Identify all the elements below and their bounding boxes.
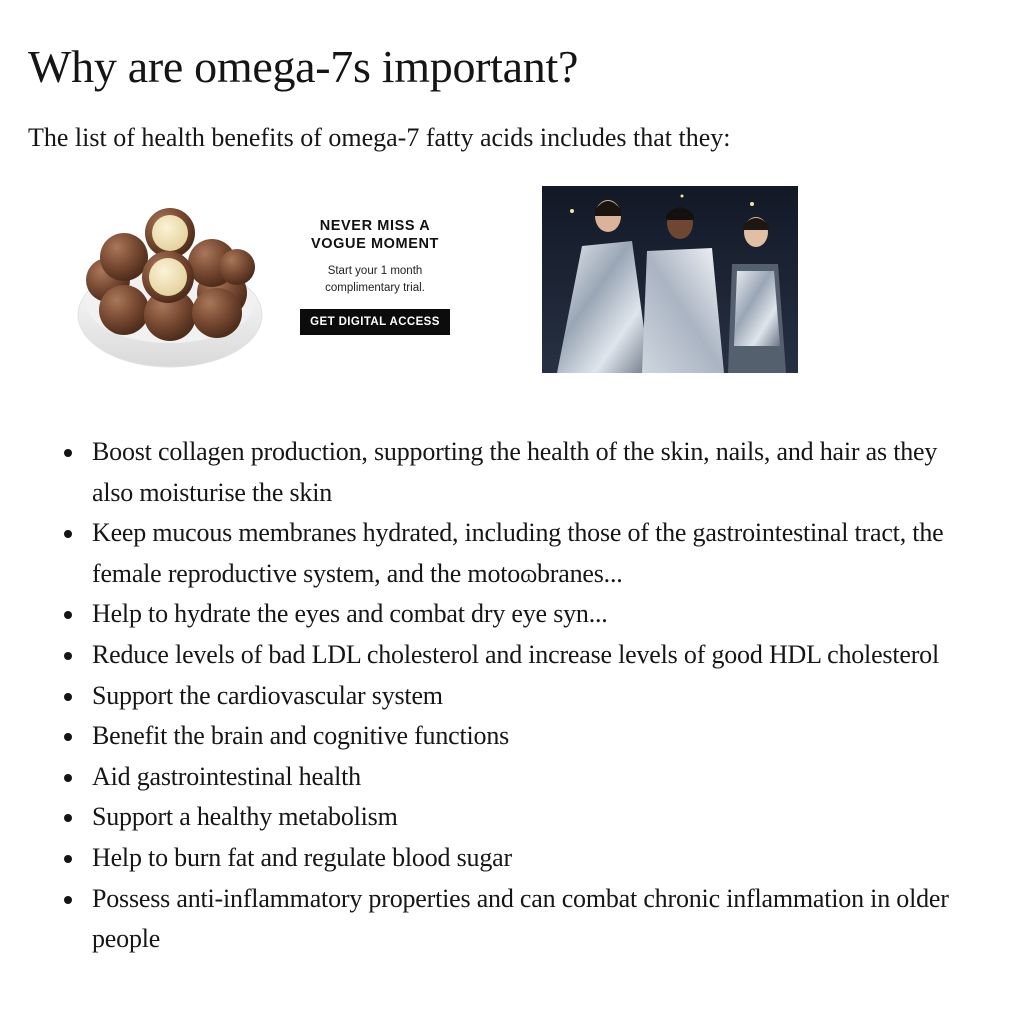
bullet-icon: [64, 449, 72, 457]
ad-headline: NEVER MISS A VOGUE MOMENT: [310, 218, 440, 252]
list-item: Benefit the brain and cognitive functions: [64, 716, 964, 757]
list-item: Possess anti-inflammatory properties and can combat chronic inflammation in older people: [64, 879, 964, 960]
macadamia-nuts-image: [72, 195, 272, 380]
bullet-icon: [64, 896, 72, 904]
list-item: Aid gastrointestinal health: [64, 757, 964, 798]
list-item: Support the cardiovascular system: [64, 676, 964, 717]
list-item: Keep mucous membranes hydrated, including those of the gastrointestinal tract, the female reproductive system, and the motoɷbranes...: [64, 513, 964, 594]
benefits-list: [64, 432, 964, 960]
bullet-icon: [64, 855, 72, 863]
list-item: Reduce levels of bad LDL cholesterol and increase levels of good HDL cholesterol: [64, 635, 964, 676]
bullet-icon: [64, 814, 72, 822]
ad-copy: [300, 217, 450, 335]
list-item: Support a healthy metabolism: [64, 797, 964, 838]
article-intro: The list of health benefits of omega-7 fatty acids includes that they:: [28, 123, 731, 152]
list-item: Help to burn fat and regulate blood sugar: [64, 838, 964, 879]
fashion-photo: [542, 186, 798, 373]
ad-subtext: Start your 1 month complimentary trial.: [325, 265, 425, 294]
ad-banner[interactable]: [72, 195, 467, 380]
bullet-icon: [64, 733, 72, 741]
bullet-icon: [64, 774, 72, 782]
get-digital-access-button[interactable]: GET DIGITAL ACCESS: [300, 309, 450, 335]
list-item: Help to hydrate the eyes and combat dry eye syn...: [64, 594, 964, 635]
bullet-icon: [64, 693, 72, 701]
bullet-icon: [64, 611, 72, 619]
fashion-photo-image: [542, 186, 798, 373]
bullet-icon: [64, 530, 72, 538]
list-item: Boost collagen production, supporting the health of the skin, nails, and hair as they also moisturise the skin: [64, 432, 964, 513]
article-heading: Why are omega-7s important?: [28, 41, 579, 92]
bullet-icon: [64, 652, 72, 660]
